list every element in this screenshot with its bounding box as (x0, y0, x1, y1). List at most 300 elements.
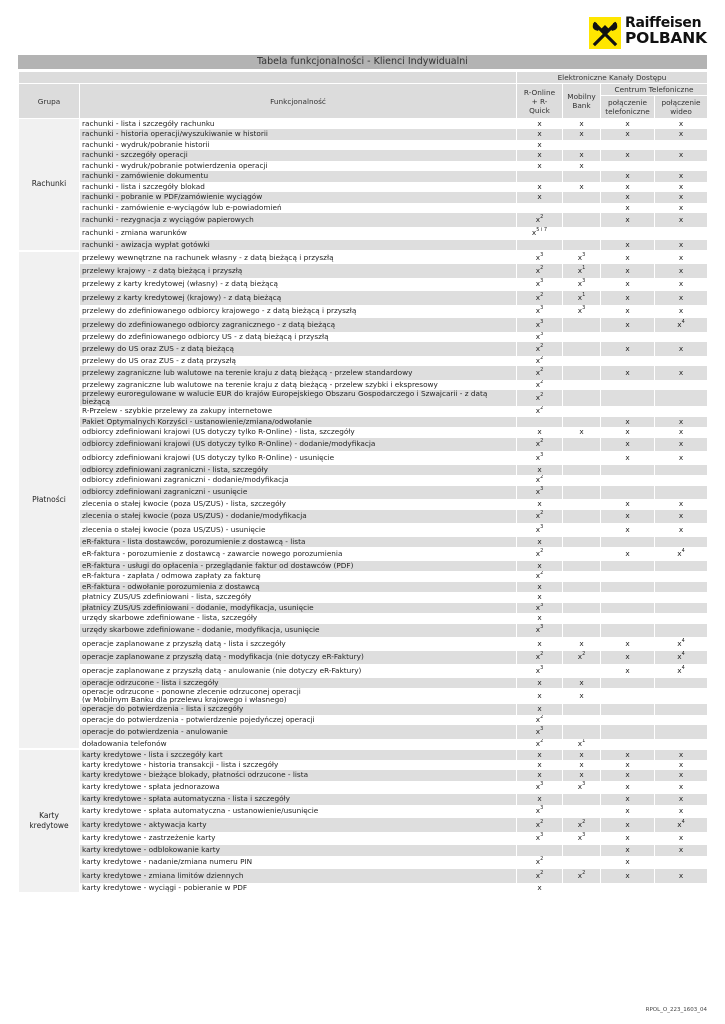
table-row (19, 704, 708, 715)
availability-mark: x (535, 252, 541, 262)
availability-mark: x (537, 129, 542, 139)
footnote-ref: 2 (540, 869, 544, 876)
table-row (19, 561, 708, 572)
availability-cell (563, 486, 601, 500)
function-label: rachunki - pobranie w PDF/zamówienie wyciągów (80, 192, 517, 203)
table-row (19, 725, 708, 739)
availability-cell (563, 332, 601, 343)
availability-cell (655, 486, 708, 500)
availability-cell (655, 227, 708, 241)
availability-mark: x (577, 652, 583, 662)
availability-cell (601, 547, 655, 561)
table-row (19, 171, 708, 182)
table-row (19, 318, 708, 332)
availability-cell (655, 264, 708, 278)
availability-cell (655, 465, 708, 476)
availability-cell (517, 427, 563, 438)
function-label: karty kredytowe - bieżące blokady, płatności odrzucone - lista (80, 770, 517, 781)
availability-cell (601, 749, 655, 760)
availability-cell (655, 161, 708, 172)
table-row (19, 332, 708, 343)
function-label: zlecenia o stałej kwocie (poza US/ZUS) - lista, szczegóły (80, 499, 517, 510)
availability-cell (563, 537, 601, 548)
availability-mark: x (678, 749, 684, 759)
availability-mark: x (625, 452, 630, 462)
table-row (19, 749, 708, 760)
availability-mark: x (579, 181, 584, 191)
table-row (19, 129, 708, 140)
function-label: przelewy wewnętrzne na rachunek własny - z datą bieżącą i przyszłą (80, 251, 517, 265)
availability-cell (601, 465, 655, 476)
availability-cell (655, 475, 708, 486)
availability-cell (563, 203, 601, 214)
availability-mark: x (537, 882, 542, 892)
table-row (19, 305, 708, 319)
table-row (19, 613, 708, 624)
availability-cell (655, 725, 708, 739)
availability-cell (655, 318, 708, 332)
availability-cell (517, 119, 563, 130)
availability-mark: x (577, 819, 583, 829)
availability-mark: x (537, 759, 542, 769)
table-row (19, 150, 708, 161)
availability-mark: x (625, 439, 630, 449)
availability-cell (655, 129, 708, 140)
availability-mark: x (535, 475, 541, 485)
availability-mark: x (579, 677, 584, 687)
availability-cell (563, 725, 601, 739)
table-row (19, 781, 708, 795)
table-row (19, 451, 708, 465)
availability-mark: x (537, 677, 542, 687)
availability-cell (517, 832, 563, 846)
availability-mark: x (625, 499, 630, 509)
availability-mark: x (537, 160, 542, 170)
availability-mark: x (579, 749, 584, 759)
availability-cell (517, 171, 563, 182)
function-label: operacje do potwierdzenia - anulowanie (80, 725, 517, 739)
function-label: operacje do potwierdzenia - potwierdzenie pojedyńczej operacji (80, 715, 517, 726)
footnote-ref: 3 (540, 725, 544, 732)
availability-mark: x (535, 214, 541, 224)
availability-cell (655, 140, 708, 151)
function-label: rachunki - wydruk/pobranie potwierdzenia operacji (80, 161, 517, 172)
availability-mark: x (625, 819, 630, 829)
footnote-ref: 2 (540, 510, 544, 517)
availability-cell (655, 770, 708, 781)
availability-cell (563, 547, 601, 561)
logo-line2: POLBANK (625, 29, 707, 47)
availability-cell (563, 161, 601, 172)
availability-mark: x (678, 252, 684, 262)
availability-mark: x (535, 625, 541, 635)
availability-mark: x (625, 265, 630, 275)
availability-cell (601, 883, 655, 894)
availability-mark: x (677, 638, 682, 648)
availability-cell (601, 571, 655, 582)
availability-cell (563, 856, 601, 870)
header-phone: połączenie telefoniczne (601, 96, 655, 119)
availability-mark: x (625, 292, 630, 302)
availability-mark: x (625, 759, 630, 769)
availability-mark: x (537, 704, 542, 714)
availability-mark: x (577, 738, 583, 748)
logo-wordmark (625, 16, 707, 46)
footnote-ref: 2 (540, 856, 544, 863)
availability-mark: x (625, 833, 630, 843)
availability-cell (601, 417, 655, 428)
availability-cell (517, 603, 563, 614)
availability-mark: x (678, 367, 684, 377)
group-label: Karty kredytowe (19, 749, 80, 893)
availability-cell (601, 342, 655, 356)
availability-cell (655, 332, 708, 343)
availability-cell (517, 582, 563, 593)
availability-cell (655, 883, 708, 894)
footnote-ref: 3 (540, 278, 544, 285)
function-label: płatnicy ZUS/US zdefiniowani - dodanie, modyfikacja, usunięcie (80, 603, 517, 614)
availability-mark: x (625, 150, 630, 160)
function-label: eR-faktura - zapłata / odmowa zapłaty za fakturę (80, 571, 517, 582)
function-label: karty kredytowe - spłata automatyczna - lista i szczegóły (80, 794, 517, 805)
availability-cell (563, 688, 601, 704)
availability-cell (655, 571, 708, 582)
availability-mark: x (535, 571, 541, 581)
availability-cell (601, 475, 655, 486)
footnote-ref: 3 (540, 486, 544, 493)
availability-cell (563, 356, 601, 367)
table-row (19, 624, 708, 638)
function-label: doładowania telefonów (80, 739, 517, 750)
footnote-ref: 2 (582, 869, 586, 876)
availability-mark: x (678, 524, 684, 534)
footnote-ref: 2 (540, 438, 544, 445)
availability-mark: x (678, 150, 684, 160)
footnote-ref: 4 (681, 818, 685, 825)
availability-cell (517, 240, 563, 251)
availability-mark: x (678, 452, 684, 462)
availability-cell (601, 451, 655, 465)
availability-cell (601, 390, 655, 406)
footnote-ref: 3 (540, 451, 544, 458)
availability-mark: x (535, 511, 541, 521)
availability-mark: x (537, 560, 542, 570)
availability-mark: x (535, 452, 541, 462)
availability-cell (517, 523, 563, 537)
footnote-ref: 2 (540, 714, 544, 720)
availability-cell (517, 342, 563, 356)
availability-cell (601, 624, 655, 638)
availability-mark: x (579, 129, 584, 139)
function-label: operacje zaplanowane z przyszłą datą - anulowanie (nie dotyczy eR-Faktury) (80, 664, 517, 678)
footnote-ref: 3 (540, 781, 544, 788)
availability-cell (517, 465, 563, 476)
availability-mark: x (625, 511, 630, 521)
availability-cell (601, 240, 655, 251)
availability-cell (517, 318, 563, 332)
availability-cell (601, 582, 655, 593)
availability-mark: x (625, 427, 630, 437)
availability-mark: x (577, 833, 583, 843)
availability-mark: x (625, 665, 630, 675)
availability-cell (601, 592, 655, 603)
availability-cell (601, 318, 655, 332)
availability-cell (563, 240, 601, 251)
availability-mark: x (625, 749, 630, 759)
availability-cell (655, 451, 708, 465)
availability-cell (563, 213, 601, 227)
availability-mark: x (625, 279, 630, 289)
availability-mark: x (579, 160, 584, 170)
table-row (19, 856, 708, 870)
header-channels: Elektroniczne Kanały Dostępu (517, 72, 708, 84)
availability-cell (655, 523, 708, 537)
availability-cell (517, 704, 563, 715)
logo-line1: Raiffeisen (625, 15, 702, 31)
footnote-ref: 2 (582, 818, 586, 825)
availability-cell (517, 537, 563, 548)
availability-cell (655, 856, 708, 870)
footnote-ref: 3 (582, 251, 586, 258)
availability-cell (517, 869, 563, 883)
footnote-ref: 2 (540, 291, 544, 298)
availability-mark: x (625, 181, 630, 191)
availability-mark: x (535, 806, 541, 816)
table-row (19, 637, 708, 651)
availability-mark: x (579, 427, 584, 437)
function-label: odbiorcy zdefiniowani krajowi (US dotyczy tylko R-Online) - usunięcie (80, 451, 517, 465)
footnote-ref: 3 (540, 523, 544, 530)
footnote-ref: 3 (582, 781, 586, 788)
availability-mark: x (579, 119, 584, 128)
availability-cell (517, 664, 563, 678)
footnote-ref: 3 (540, 805, 544, 812)
logo-mark-icon (589, 17, 621, 49)
availability-cell (517, 688, 563, 704)
availability-cell (601, 603, 655, 614)
availability-mark: x (625, 770, 630, 780)
availability-mark: x (535, 265, 541, 275)
availability-cell (655, 613, 708, 624)
availability-mark: x (625, 192, 630, 202)
availability-cell (601, 770, 655, 781)
availability-cell (655, 251, 708, 265)
availability-cell (517, 883, 563, 894)
function-label: operacje do potwierdzenia - lista i szczegóły (80, 704, 517, 715)
table-row (19, 203, 708, 214)
function-label: zlecenia o stałej kwocie (poza US/ZUS) - usunięcie (80, 523, 517, 537)
table-row (19, 547, 708, 561)
table-row (19, 537, 708, 548)
availability-cell (517, 749, 563, 760)
availability-mark: x (535, 279, 541, 289)
availability-cell (601, 227, 655, 241)
availability-cell (655, 356, 708, 367)
availability-cell (655, 150, 708, 161)
table-row (19, 213, 708, 227)
availability-mark: x (577, 279, 583, 289)
availability-cell (655, 427, 708, 438)
availability-mark: x (678, 794, 684, 804)
availability-mark: x (537, 119, 542, 128)
availability-mark: x (537, 150, 542, 160)
availability-cell (601, 678, 655, 689)
footnote-ref: 2 (540, 406, 544, 412)
footnote-ref: 3 (540, 664, 544, 671)
footnote-ref: 3 (582, 832, 586, 839)
functionality-table (18, 71, 708, 894)
availability-mark: x (625, 794, 630, 804)
table-row (19, 523, 708, 537)
availability-cell (601, 406, 655, 417)
availability-cell (655, 278, 708, 292)
group-label: Rachunki (19, 119, 80, 251)
footnote-ref: 2 (540, 475, 544, 481)
footnote-ref: 3 (582, 305, 586, 312)
table-row (19, 688, 708, 704)
availability-mark: x (579, 759, 584, 769)
availability-cell (563, 523, 601, 537)
availability-mark: x (535, 406, 541, 416)
availability-mark: x (625, 343, 630, 353)
function-label: rachunki - szczegóły operacji (80, 150, 517, 161)
availability-mark: x (625, 306, 630, 316)
availability-cell (563, 582, 601, 593)
availability-cell (601, 523, 655, 537)
footnote-ref: 2 (540, 392, 544, 398)
availability-mark: x (625, 240, 630, 249)
availability-cell (655, 342, 708, 356)
availability-mark: x (535, 738, 541, 748)
footnote-ref: 4 (681, 547, 685, 554)
availability-cell (563, 264, 601, 278)
function-label: rachunki - zamówienie dokumentu (80, 171, 517, 182)
availability-cell (517, 150, 563, 161)
availability-mark: x (537, 139, 542, 149)
function-label: odbiorcy zdefiniowani krajowi (US dotyczy tylko R-Online) - dodanie/modyfikacja (80, 438, 517, 452)
availability-mark: x (537, 581, 542, 591)
availability-cell (655, 537, 708, 548)
availability-cell (563, 603, 601, 614)
availability-mark: x (535, 367, 541, 377)
function-label: przelewy do US oraz ZUS - z datą bieżącą (80, 342, 517, 356)
footnote-ref: 3 (540, 624, 544, 631)
availability-cell (563, 406, 601, 417)
footnote-ref: 1 (582, 264, 586, 271)
availability-cell (601, 499, 655, 510)
availability-cell (563, 318, 601, 332)
availability-cell (655, 291, 708, 305)
availability-mark: x (678, 845, 684, 855)
availability-cell (563, 561, 601, 572)
function-label: odbiorcy zdefiniowani zagraniczni - dodanie/modyfikacja (80, 475, 517, 486)
availability-mark: x (535, 355, 541, 365)
function-label: karty kredytowe - aktywacja karty (80, 818, 517, 832)
table-row (19, 475, 708, 486)
availability-cell (563, 251, 601, 265)
availability-mark: x (579, 150, 584, 160)
availability-cell (655, 688, 708, 704)
availability-cell (563, 805, 601, 819)
table-row (19, 651, 708, 665)
availability-cell (517, 739, 563, 750)
availability-cell (517, 561, 563, 572)
page-title: Tabela funkcjonalności - Klienci Indywidualni (18, 55, 707, 69)
availability-mark: x (577, 870, 583, 880)
table-row (19, 760, 708, 771)
availability-mark: x (678, 192, 684, 202)
availability-cell (655, 561, 708, 572)
availability-mark: x (678, 439, 684, 449)
function-label: karty kredytowe - zmiana limitów dziennych (80, 869, 517, 883)
table-row (19, 664, 708, 678)
table-row (19, 390, 708, 406)
availability-cell (601, 739, 655, 750)
availability-mark: x (625, 845, 630, 855)
function-label: rachunki - lista i szczegóły blokad (80, 182, 517, 193)
function-label: karty kredytowe - lista i szczegóły kart (80, 749, 517, 760)
availability-cell (601, 278, 655, 292)
availability-cell (517, 651, 563, 665)
function-label: karty kredytowe - wyciągi - pobieranie w PDF (80, 883, 517, 894)
function-label: rachunki - wydruk/pobranie historii (80, 140, 517, 151)
availability-cell (517, 486, 563, 500)
availability-mark: x (625, 416, 630, 426)
availability-cell (655, 664, 708, 678)
function-label: urzędy skarbowe zdefiniowane - dodanie, modyfikacja, usunięcie (80, 624, 517, 638)
availability-cell (517, 264, 563, 278)
availability-mark: x (678, 511, 684, 521)
availability-mark: x (579, 691, 584, 700)
availability-mark: x (535, 379, 541, 389)
footnote-ref: 4 (681, 664, 685, 671)
availability-cell (563, 417, 601, 428)
availability-cell (517, 251, 563, 265)
footnote-ref: 2 (540, 651, 544, 658)
availability-cell (655, 794, 708, 805)
table-row (19, 770, 708, 781)
availability-cell (563, 664, 601, 678)
footnote-ref: 2 (540, 342, 544, 349)
table-row (19, 291, 708, 305)
availability-cell (517, 213, 563, 227)
availability-cell (601, 305, 655, 319)
availability-cell (601, 291, 655, 305)
footnote-ref: 3 (540, 318, 544, 325)
availability-mark: x (625, 638, 630, 648)
availability-cell (517, 129, 563, 140)
availability-cell (601, 856, 655, 870)
availability-cell (601, 171, 655, 182)
function-label: przelewy do zdefiniowanego odbiorcy krajowego - z datą bieżącą i przyszłą (80, 305, 517, 319)
availability-cell (563, 678, 601, 689)
table-row (19, 486, 708, 500)
availability-cell (655, 213, 708, 227)
availability-cell (601, 366, 655, 380)
footnote-ref: 1 (582, 738, 586, 744)
function-label: karty kredytowe - spłata automatyczna - ustanowienie/usunięcie (80, 805, 517, 819)
availability-cell (601, 203, 655, 214)
availability-mark: x (625, 367, 630, 377)
availability-mark: x (625, 119, 630, 128)
availability-cell (655, 438, 708, 452)
availability-cell (601, 613, 655, 624)
availability-cell (655, 749, 708, 760)
availability-cell (601, 264, 655, 278)
availability-cell (601, 688, 655, 704)
header-ronline-label: R-Online + R-Quick (523, 87, 556, 115)
table-row (19, 510, 708, 524)
